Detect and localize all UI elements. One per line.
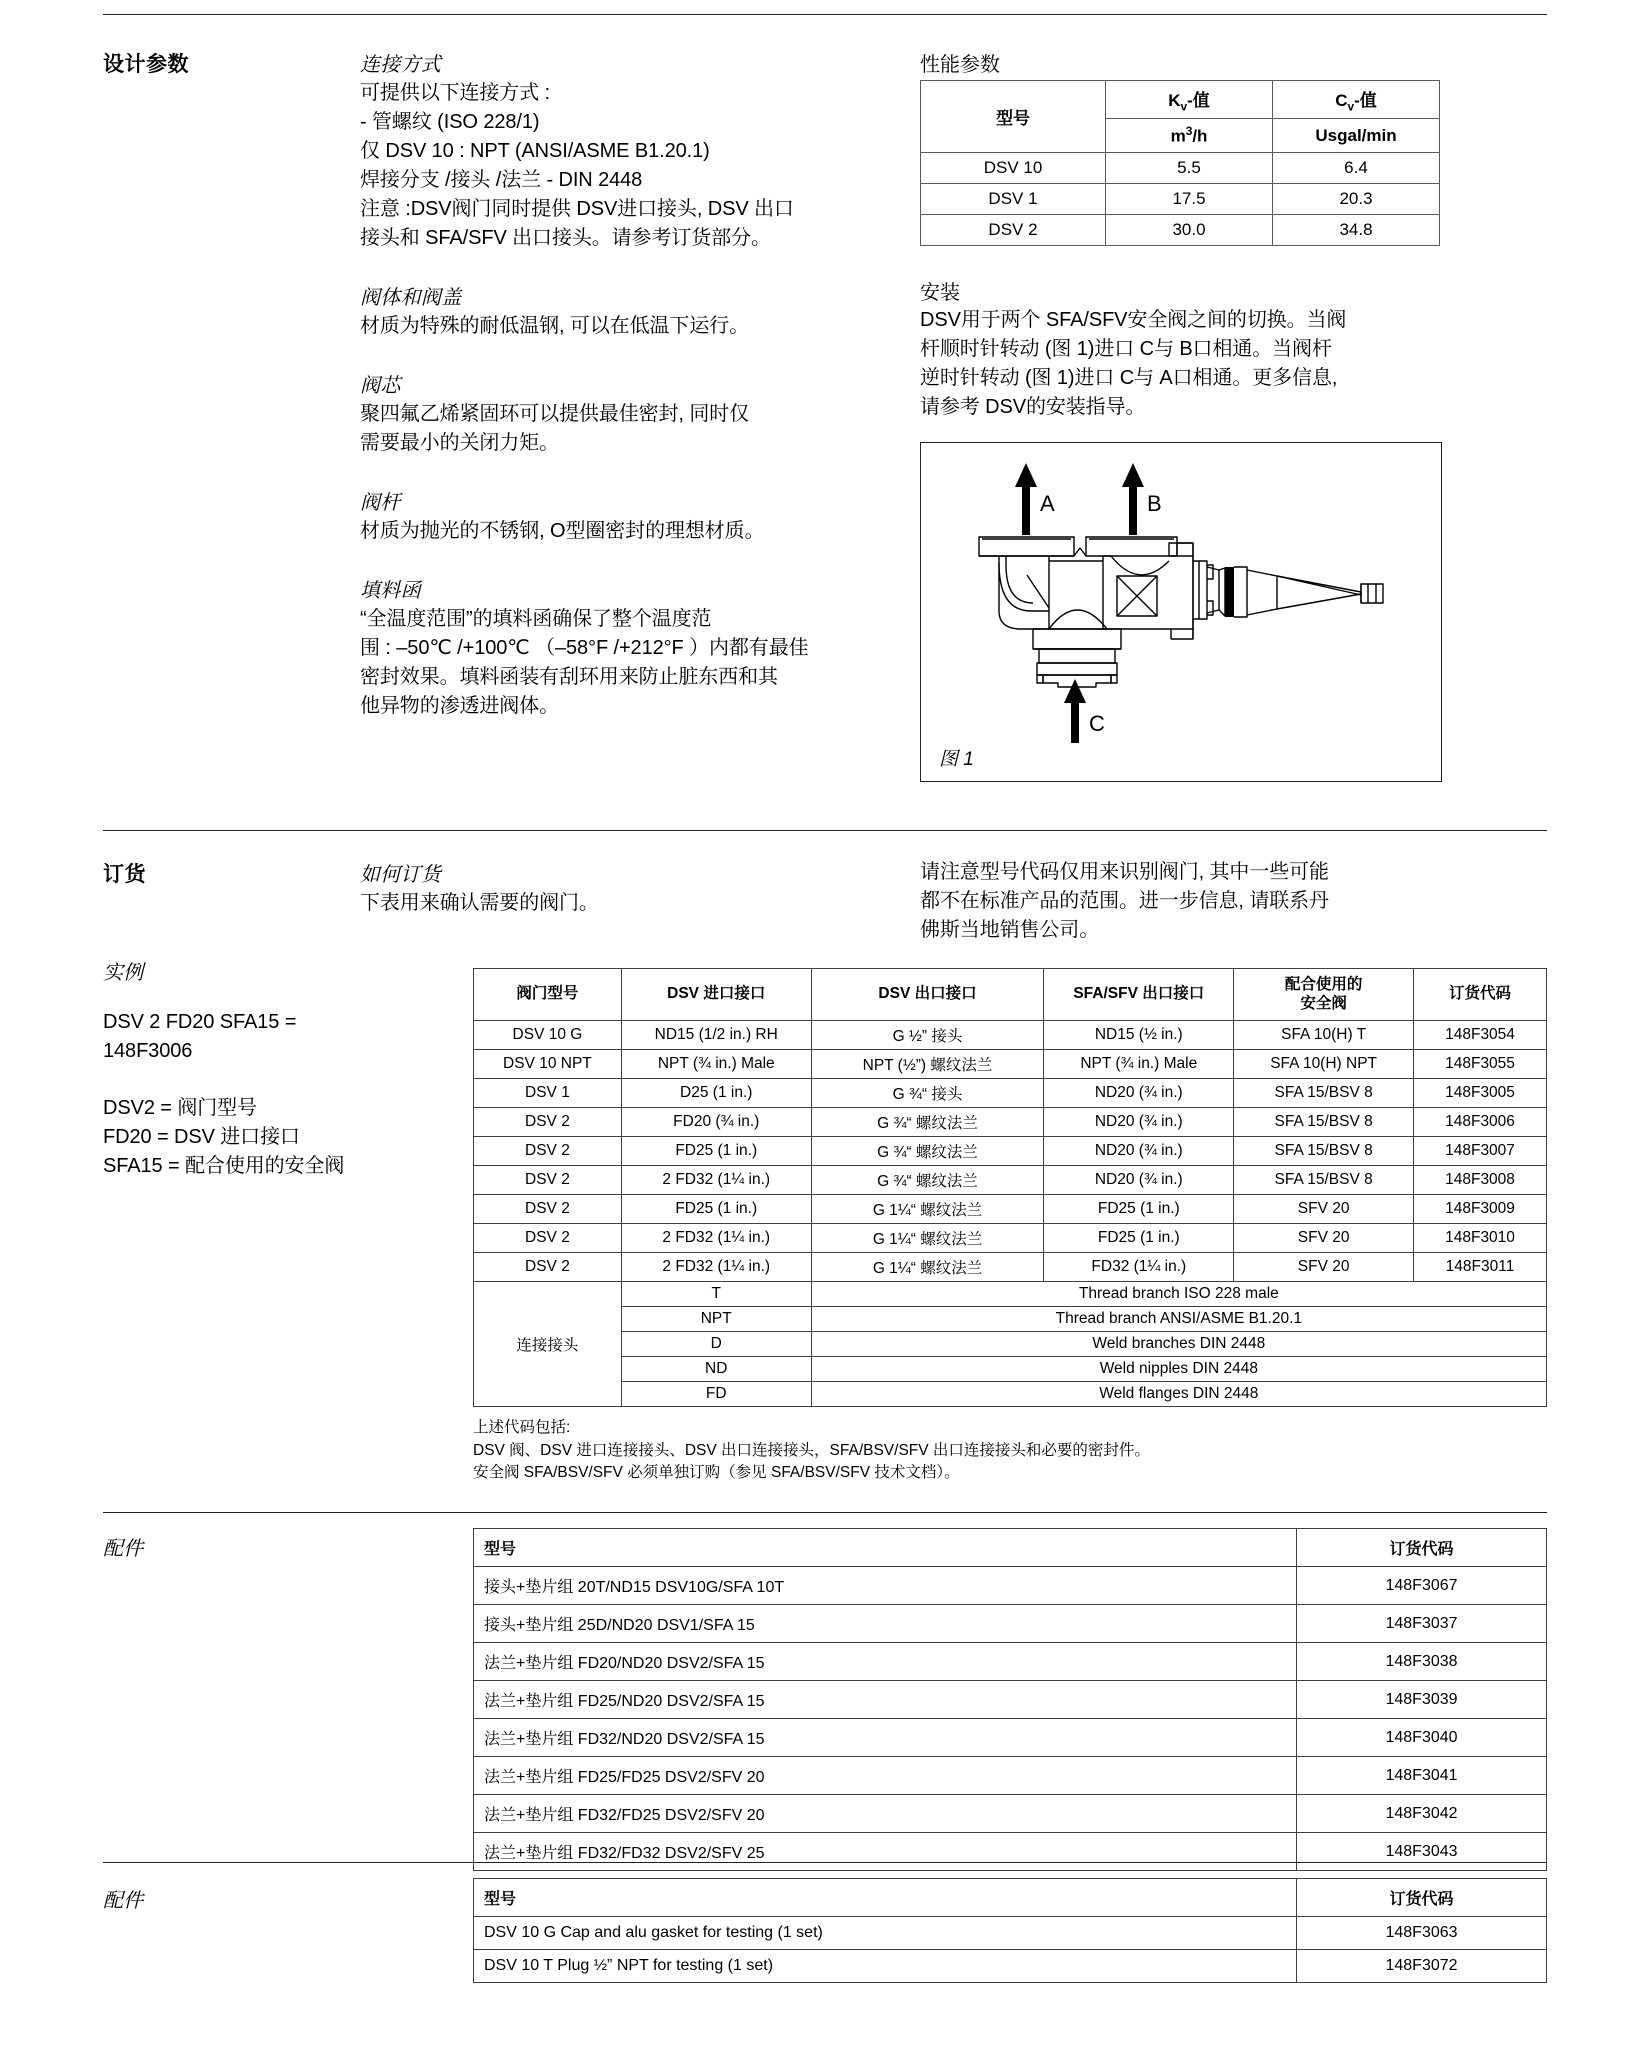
cell-outlet: G 1¼“ 螺纹法兰: [811, 1253, 1044, 1282]
cell-sfa-outlet: FD25 (1 in.): [1044, 1195, 1234, 1224]
cell-inlet: 2 FD32 (1¼ in.): [621, 1166, 811, 1195]
cell-model: DSV 2: [474, 1166, 622, 1195]
performance-heading: 性能参数: [920, 54, 1000, 76]
accessories1-col-name: 型号: [474, 1529, 1297, 1567]
packing-line-1: 围 : –50℃ /+100℃ （–58°F /+212°F ）内都有最佳: [360, 637, 809, 659]
performance-column: [920, 48, 1650, 782]
cell-model: DSV 2: [474, 1253, 622, 1282]
performance-model-2: DSV 2: [921, 215, 1106, 246]
page-title-design: 设计参数: [103, 53, 189, 76]
installation-line-1: 杆顺时针转动 (图 1)进口 C与 B口相通。当阀杆: [920, 338, 1332, 361]
ordering-col-code: 订货代码: [1414, 969, 1547, 1021]
packing-line-0: “全温度范围”的填料函确保了整个温度范: [360, 608, 712, 630]
valve-diagram-svg: [921, 443, 1441, 781]
cell-model: DSV 2: [474, 1108, 622, 1137]
packing-line-2: 密封效果。填料函装有刮环用来防止脏东西和其: [360, 666, 778, 688]
table-row: [474, 1681, 1547, 1719]
accessories2-col-name: 型号: [474, 1879, 1297, 1917]
cell-model: DSV 10 G: [474, 1021, 622, 1050]
cell-mating: SFA 10(H) NPT: [1234, 1050, 1414, 1079]
table-row: [474, 1567, 1547, 1605]
ordering-divider: [103, 830, 1547, 831]
performance-unit-cv: Usgal/min: [1273, 119, 1440, 153]
cell-sfa-outlet: ND20 (¾ in.): [1044, 1137, 1234, 1166]
performance-cv-0: 6.4: [1273, 153, 1440, 184]
installation-line-0: DSV用于两个 SFA/SFV安全阀之间的切换。当阀: [920, 309, 1347, 332]
performance-cv-2: 34.8: [1273, 215, 1440, 246]
ordering-label-column: [0, 858, 360, 1181]
connection-line-4: 注意 :DSV阀门同时提供 DSV进口接头, DSV 出口: [360, 198, 794, 220]
performance-unit-kv: $m^3/h$: [1106, 119, 1273, 153]
table-row: [474, 1166, 1547, 1195]
ordering-header-row: [474, 969, 1547, 1021]
installation-line-2: 逆时针转动 (图 1)进口 C与 A口相通。更多信息,: [920, 367, 1338, 390]
spindle-line-0: 材质为抛光的不锈钢, O型圈密封的理想材质。: [360, 520, 765, 542]
example-block: [103, 956, 360, 1181]
table-row: [474, 1833, 1547, 1871]
accessories2-table: [473, 1878, 1547, 1983]
spindle-heading: 阀杆: [360, 492, 401, 514]
example-legend-1: FD20 = DSV 进口接口: [103, 1126, 300, 1148]
body-bonnet-block: [360, 281, 920, 341]
page-title-ordering: 订货: [103, 863, 146, 886]
ordering-col-mating-valve: 配合使用的 安全阀: [1234, 969, 1414, 1021]
branch-desc: Thread branch ISO 228 male: [811, 1282, 1546, 1307]
cell-acc-code: 148F3041: [1297, 1757, 1547, 1795]
performance-model-1: DSV 1: [921, 184, 1106, 215]
table-row: [474, 1108, 1547, 1137]
ordering-col-outlet: DSV 出口接口: [811, 969, 1044, 1021]
cell-acc-code: 148F3037: [1297, 1605, 1547, 1643]
connection-heading: 连接方式: [360, 54, 442, 76]
cell-acc-code: 148F3042: [1297, 1795, 1547, 1833]
connection-line-5: 接头和 SFA/SFV 出口接头。请参考订货部分。: [360, 227, 771, 249]
table-row: [921, 215, 1440, 246]
accessories1-label: [103, 1532, 463, 1563]
accessories1-header-row: [474, 1529, 1547, 1567]
connection-line-2: 仅 DSV 10 : NPT (ANSI/ASME B1.20.1): [360, 140, 710, 162]
accessories2-header-row: [474, 1879, 1547, 1917]
cell-inlet: 2 FD32 (1¼ in.): [621, 1224, 811, 1253]
cell-code: 148F3011: [1414, 1253, 1547, 1282]
table-row: [474, 1357, 1547, 1382]
table-row: [921, 184, 1440, 215]
cell-model: DSV 1: [474, 1079, 622, 1108]
ordering-footnote: [473, 1417, 1547, 1484]
plug-line-0: 聚四氟乙烯紧固环可以提供最佳密封, 同时仅: [360, 403, 750, 425]
cell-inlet: FD20 (¾ in.): [621, 1108, 811, 1137]
ordering-footnote-2: 安全阀 SFA/BSV/SFV 必须单独订购（参见 SFA/BSV/SFV 技术文档）。: [473, 1464, 960, 1482]
cell-model: DSV 2: [474, 1137, 622, 1166]
cell-code: 148F3008: [1414, 1166, 1547, 1195]
cell-acc-code: 148F3063: [1297, 1917, 1547, 1950]
cell-acc-name: 接头+垫片组 20T/ND15 DSV10G/SFA 10T: [474, 1567, 1297, 1605]
how-to-order-heading: 如何订货: [360, 864, 442, 886]
table-row: [474, 1332, 1547, 1357]
cell-outlet: G ¾“ 螺纹法兰: [811, 1108, 1044, 1137]
connection-line-1: - 管螺纹 (ISO 228/1): [360, 111, 540, 133]
branch-desc: Thread branch ANSI/ASME B1.20.1: [811, 1307, 1546, 1332]
cell-sfa-outlet: ND20 (¾ in.): [1044, 1079, 1234, 1108]
accessories1-col-code: 订货代码: [1297, 1529, 1547, 1567]
packing-line-3: 他异物的渗透进阀体。: [360, 695, 559, 717]
cell-model: DSV 2: [474, 1195, 622, 1224]
accessories2-title: 配件: [103, 1890, 144, 1912]
cell-acc-name: DSV 10 T Plug ½” NPT for testing (1 set): [474, 1950, 1297, 1983]
performance-col-kv: $K_v-$值: [1106, 81, 1273, 119]
connection-line-3: 焊接分支 /接头 /法兰 - DIN 2448: [360, 169, 643, 191]
cell-acc-name: 法兰+垫片组 FD32/ND20 DSV2/SFA 15: [474, 1719, 1297, 1757]
connection-line-0: 可提供以下连接方式 :: [360, 82, 551, 104]
cell-mating: SFA 15/BSV 8: [1234, 1108, 1414, 1137]
figure-label-b: B: [1147, 491, 1162, 517]
performance-kv-2: 30.0: [1106, 215, 1273, 246]
example-legend-0: DSV2 = 阀门型号: [103, 1097, 257, 1119]
branch-type-label: 连接接头: [474, 1282, 622, 1407]
ordering-notice-2: 佛斯当地销售公司。: [920, 919, 1100, 941]
cell-model: DSV 2: [474, 1224, 622, 1253]
cell-acc-code: 148F3043: [1297, 1833, 1547, 1871]
design-parameters-section: [0, 48, 1650, 782]
branch-code: D: [621, 1332, 811, 1357]
packing-block: [360, 574, 920, 721]
ordering-footnote-0: 上述代码包括:: [473, 1419, 571, 1437]
branch-code: T: [621, 1282, 811, 1307]
cell-code: 148F3006: [1414, 1108, 1547, 1137]
ordering-footnote-1: DSV 阀、DSV 进口连接接头、DSV 出口连接接头，SFA/BSV/SFV 出口连接接头和必要的密封件。: [473, 1441, 1150, 1459]
cell-inlet: NPT (¾ in.) Male: [621, 1050, 811, 1079]
spindle-block: [360, 486, 920, 546]
cell-outlet: G ¾“ 螺纹法兰: [811, 1137, 1044, 1166]
cell-code: 148F3010: [1414, 1224, 1547, 1253]
branch-code: NPT: [621, 1307, 811, 1332]
cell-code: 148F3055: [1414, 1050, 1547, 1079]
ordering-table: [473, 968, 1547, 1407]
installation-heading: 安装: [920, 282, 960, 305]
cell-sfa-outlet: ND15 (½ in.): [1044, 1021, 1234, 1050]
cell-outlet: G ½” 接头: [811, 1021, 1044, 1050]
table-row: [474, 1605, 1547, 1643]
performance-header-row-1: [921, 81, 1440, 119]
plug-line-1: 需要最小的关闭力矩。: [360, 432, 559, 454]
cell-code: 148F3007: [1414, 1137, 1547, 1166]
cell-acc-name: 法兰+垫片组 FD25/ND20 DSV2/SFA 15: [474, 1681, 1297, 1719]
accessories1-divider: [103, 1512, 1547, 1513]
branch-desc: Weld flanges DIN 2448: [811, 1382, 1546, 1407]
cell-acc-name: 法兰+垫片组 FD32/FD25 DSV2/SFV 20: [474, 1795, 1297, 1833]
cell-mating: SFA 15/BSV 8: [1234, 1079, 1414, 1108]
ordering-col-model: 阀门型号: [474, 969, 622, 1021]
cell-inlet: 2 FD32 (1¼ in.): [621, 1253, 811, 1282]
ordering-notice-0: 请注意型号代码仅用来识别阀门, 其中一些可能: [920, 861, 1329, 883]
cell-acc-code: 148F3038: [1297, 1643, 1547, 1681]
cell-acc-name: 法兰+垫片组 FD32/FD32 DSV2/SFV 25: [474, 1833, 1297, 1871]
cell-sfa-outlet: ND20 (¾ in.): [1044, 1166, 1234, 1195]
table-row: [474, 1282, 1547, 1307]
table-row: [474, 1719, 1547, 1757]
cell-mating: SFA 10(H) T: [1234, 1021, 1414, 1050]
ordering-table-wrap: [473, 968, 1547, 1485]
branch-code: FD: [621, 1382, 811, 1407]
cell-acc-code: 148F3067: [1297, 1567, 1547, 1605]
ordering-col-inlet: DSV 进口接口: [621, 969, 811, 1021]
cell-inlet: FD25 (1 in.): [621, 1195, 811, 1224]
how-to-order-line: 下表用来确认需要的阀门。: [360, 892, 599, 914]
cell-sfa-outlet: FD32 (1¼ in.): [1044, 1253, 1234, 1282]
accessories1-title: 配件: [103, 1538, 144, 1560]
cell-model: DSV 10 NPT: [474, 1050, 622, 1079]
cell-acc-code: 148F3040: [1297, 1719, 1547, 1757]
arrow-a-icon: [1015, 463, 1037, 535]
packing-heading: 填料函: [360, 580, 421, 602]
valve-diagram-figure: [920, 442, 1442, 782]
branch-desc: Weld branches DIN 2448: [811, 1332, 1546, 1357]
installation-block: [920, 276, 1540, 422]
cell-sfa-outlet: NPT (¾ in.) Male: [1044, 1050, 1234, 1079]
body-bonnet-line-0: 材质为特殊的耐低温钢, 可以在低温下运行。: [360, 315, 750, 337]
cell-sfa-outlet: FD25 (1 in.): [1044, 1224, 1234, 1253]
table-row: [474, 1950, 1547, 1983]
table-row: [474, 1253, 1547, 1282]
accessories2-label: [103, 1884, 463, 1915]
ordering-table-body: [474, 1021, 1547, 1407]
cell-mating: SFV 20: [1234, 1253, 1414, 1282]
table-row: [474, 1307, 1547, 1332]
connection-block: [360, 48, 920, 253]
cell-inlet: FD25 (1 in.): [621, 1137, 811, 1166]
cell-mating: SFA 15/BSV 8: [1234, 1137, 1414, 1166]
cell-outlet: G 1¼“ 螺纹法兰: [811, 1195, 1044, 1224]
cell-code: 148F3005: [1414, 1079, 1547, 1108]
performance-cv-1: 20.3: [1273, 184, 1440, 215]
table-row: [474, 1643, 1547, 1681]
cell-mating: SFV 20: [1234, 1195, 1414, 1224]
table-row: [474, 1079, 1547, 1108]
cell-outlet: NPT (½”) 螺纹法兰: [811, 1050, 1044, 1079]
table-row: [474, 1917, 1547, 1950]
ordering-col-sfa-outlet: SFA/SFV 出口接口: [1044, 969, 1234, 1021]
figure-label-c: C: [1089, 711, 1105, 737]
body-bonnet-heading: 阀体和阀盖: [360, 287, 462, 309]
table-row: [474, 1137, 1547, 1166]
performance-table: [920, 80, 1440, 246]
table-row: [474, 1021, 1547, 1050]
cell-inlet: ND15 (1/2 in.) RH: [621, 1021, 811, 1050]
cell-outlet: G ¾“ 螺纹法兰: [811, 1166, 1044, 1195]
design-label-column: [0, 48, 360, 782]
figure-caption: 图 1: [939, 749, 974, 771]
table-row: [474, 1195, 1547, 1224]
table-row: [474, 1757, 1547, 1795]
cell-sfa-outlet: ND20 (¾ in.): [1044, 1108, 1234, 1137]
table-row: [474, 1795, 1547, 1833]
example-heading: 实例: [103, 962, 144, 984]
arrow-c-icon: [1064, 679, 1086, 743]
cell-acc-code: 148F3039: [1297, 1681, 1547, 1719]
cell-acc-name: 法兰+垫片组 FD20/ND20 DSV2/SFA 15: [474, 1643, 1297, 1681]
table-row: [474, 1382, 1547, 1407]
performance-col-model: 型号: [921, 81, 1106, 153]
cell-outlet: G 1¼“ 螺纹法兰: [811, 1224, 1044, 1253]
arrow-b-icon: [1122, 463, 1144, 535]
accessories1-table-wrap: [473, 1528, 1547, 1871]
cell-outlet: G ¾“ 接头: [811, 1079, 1044, 1108]
installation-line-3: 请参考 DSV的安装指导。: [920, 396, 1146, 419]
table-row: [921, 153, 1440, 184]
performance-col-cv: $C_v-$值: [1273, 81, 1440, 119]
branch-code: ND: [621, 1357, 811, 1382]
design-text-column: [360, 48, 920, 782]
plug-block: [360, 369, 920, 458]
plug-heading: 阀芯: [360, 375, 401, 397]
cell-acc-name: 接头+垫片组 25D/ND20 DSV1/SFA 15: [474, 1605, 1297, 1643]
performance-model-0: DSV 10: [921, 153, 1106, 184]
cell-acc-code: 148F3072: [1297, 1950, 1547, 1983]
cell-acc-name: DSV 10 G Cap and alu gasket for testing (1 set): [474, 1917, 1297, 1950]
top-divider: [103, 14, 1547, 15]
accessories1-table: [473, 1528, 1547, 1871]
table-row: [474, 1224, 1547, 1253]
performance-kv-1: 17.5: [1106, 184, 1273, 215]
example-legend-2: SFA15 = 配合使用的安全阀: [103, 1155, 345, 1177]
cell-code: 148F3009: [1414, 1195, 1547, 1224]
table-row: [474, 1050, 1547, 1079]
performance-kv-0: 5.5: [1106, 153, 1273, 184]
cell-acc-name: 法兰+垫片组 FD25/FD25 DSV2/SFV 20: [474, 1757, 1297, 1795]
cell-mating: SFV 20: [1234, 1224, 1414, 1253]
accessories2-col-code: 订货代码: [1297, 1879, 1547, 1917]
figure-label-a: A: [1040, 491, 1055, 517]
example-code: DSV 2 FD20 SFA15 = 148F3006: [103, 1011, 297, 1062]
cell-mating: SFA 15/BSV 8: [1234, 1166, 1414, 1195]
branch-desc: Weld nipples DIN 2448: [811, 1357, 1546, 1382]
accessories2-table-wrap: [473, 1878, 1547, 1983]
cell-code: 148F3054: [1414, 1021, 1547, 1050]
ordering-notice-1: 都不在标准产品的范围。进一步信息, 请联系丹: [920, 890, 1329, 912]
cell-inlet: D25 (1 in.): [621, 1079, 811, 1108]
accessories2-divider: [103, 1862, 1547, 1863]
